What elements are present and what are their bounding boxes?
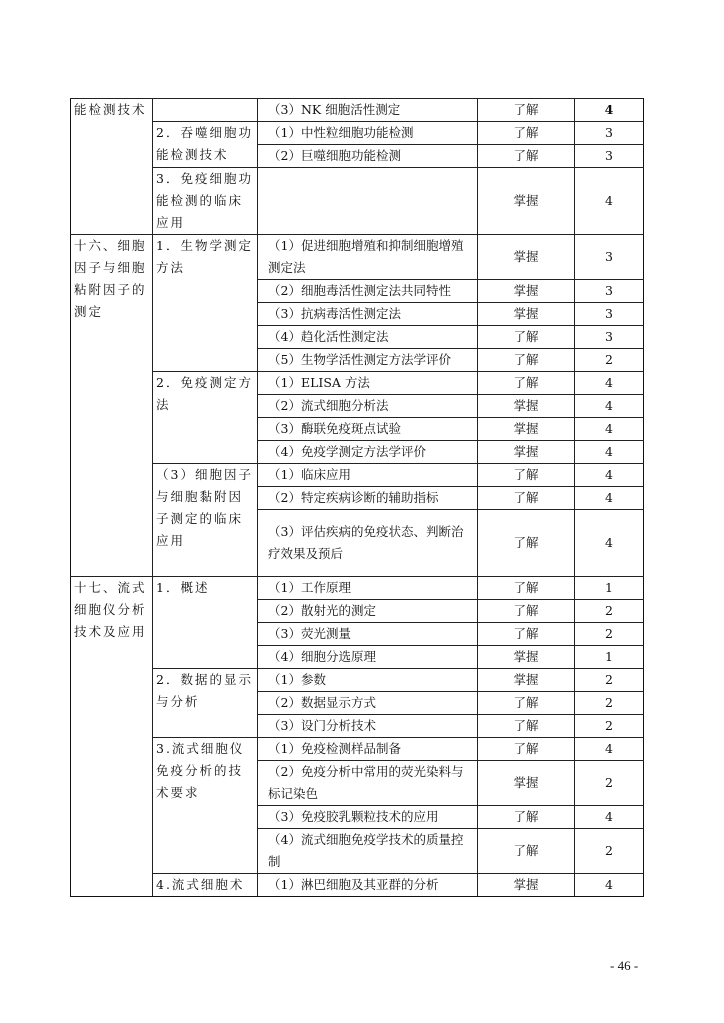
requirement-cell: 了解 [478,326,575,349]
hours-cell: 2 [575,349,644,372]
item-cell: （4）流式细胞免疫学技术的质量控制 [258,829,478,874]
hours-cell: 4 [575,372,644,395]
requirement-cell: 了解 [478,600,575,623]
hours-cell: 2 [575,623,644,646]
hours-cell: 4 [575,806,644,829]
hours-cell: 4 [575,738,644,761]
table-row [71,235,644,280]
requirement-cell: 掌握 [478,280,575,303]
hours-cell: 3 [575,280,644,303]
page-number: - 46 - [610,958,639,973]
item-cell: （3）免疫胶乳颗粒技术的应用 [258,806,478,829]
table-row [71,122,644,145]
item-cell: （4）免疫学测定方法学评价 [258,441,478,464]
hours-cell: 4 [575,395,644,418]
requirement-cell: 了解 [478,122,575,145]
hours-cell: 3 [575,122,644,145]
item-cell: （3）抗病毒活性测定法 [258,303,478,326]
requirement-cell: 了解 [478,372,575,395]
item-cell: （2）细胞毒活性测定法共同特性 [258,280,478,303]
hours-cell: 2 [575,692,644,715]
topic-cell: 4.流式细胞术 [153,874,258,897]
hours-cell: 1 [575,646,644,669]
requirement-cell: 了解 [478,806,575,829]
requirement-cell: 了解 [478,577,575,600]
topic-cell: 1．生物学测定方法 [153,235,258,372]
requirement-cell: 了解 [478,487,575,510]
item-cell: （1）免疫检测样品制备 [258,738,478,761]
hours-cell: 4 [575,418,644,441]
table-row [71,464,644,487]
requirement-cell: 掌握 [478,235,575,280]
topic-cell: 1．概述 [153,577,258,669]
item-cell: （3）评估疾病的免疫状态、判断治疗效果及预后 [258,510,478,577]
item-cell: （3）设门分析技术 [258,715,478,738]
requirement-cell: 了解 [478,510,575,577]
hours-cell: 4 [575,874,644,897]
hours-cell: 2 [575,829,644,874]
requirement-cell: 掌握 [478,418,575,441]
requirement-cell: 了解 [478,623,575,646]
hours-cell: 4 [575,487,644,510]
topic-cell: 3．免疫细胞功能检测的临床应用 [153,168,258,235]
syllabus-table [70,98,644,897]
item-cell: （3）酶联免疫斑点试验 [258,418,478,441]
requirement-cell: 掌握 [478,168,575,235]
hours-cell: 4 [575,168,644,235]
hours-cell: 2 [575,669,644,692]
section-cell: 能检测技术 [71,99,153,235]
topic-cell: （3）细胞因子与细胞黏附因子测定的临床应用 [153,464,258,577]
item-cell: （1）促进细胞增殖和抑制细胞增殖测定法 [258,235,478,280]
requirement-cell: 了解 [478,829,575,874]
requirement-cell: 掌握 [478,874,575,897]
hours-cell: 3 [575,145,644,168]
hours-cell: 2 [575,715,644,738]
table-row [71,669,644,692]
item-cell: （2）流式细胞分析法 [258,395,478,418]
section-cell: 十六、细胞因子与细胞粘附因子的测定 [71,235,153,577]
topic-cell: 2．数据的显示与分析 [153,669,258,738]
item-cell: （2）特定疾病诊断的辅助指标 [258,487,478,510]
item-cell [258,168,478,235]
item-cell: （4）趋化活性测定法 [258,326,478,349]
hours-cell: 3 [575,235,644,280]
hours-cell: 4 [575,99,644,122]
table-row [71,168,644,235]
requirement-cell: 了解 [478,349,575,372]
item-cell: （1）工作原理 [258,577,478,600]
requirement-cell: 了解 [478,145,575,168]
item-cell: （2）数据显示方式 [258,692,478,715]
requirement-cell: 掌握 [478,646,575,669]
requirement-cell: 了解 [478,738,575,761]
hours-cell: 1 [575,577,644,600]
requirement-cell: 掌握 [478,395,575,418]
item-cell: （3）荧光测量 [258,623,478,646]
item-cell: （4）细胞分选原理 [258,646,478,669]
topic-cell: 2．吞噬细胞功能检测技术 [153,122,258,168]
hours-cell: 2 [575,761,644,806]
item-cell: （1）淋巴细胞及其亚群的分析 [258,874,478,897]
item-cell: （1）参数 [258,669,478,692]
requirement-cell: 了解 [478,464,575,487]
item-cell: （1）临床应用 [258,464,478,487]
requirement-cell: 了解 [478,715,575,738]
hours-cell: 3 [575,303,644,326]
section-cell: 十七、流式细胞仪分析技术及应用 [71,577,153,897]
requirement-cell: 掌握 [478,441,575,464]
item-cell: （1）中性粒细胞功能检测 [258,122,478,145]
hours-cell: 4 [575,510,644,577]
hours-cell: 4 [575,464,644,487]
item-cell: （1）ELISA 方法 [258,372,478,395]
topic-cell [153,99,258,122]
table-row [71,874,644,897]
table-row [71,577,644,600]
table-row [71,99,644,122]
topic-cell: 2．免疫测定方法 [153,372,258,464]
table-row [71,372,644,395]
requirement-cell: 掌握 [478,761,575,806]
item-cell: （3）NK 细胞活性测定 [258,99,478,122]
item-cell: （2）巨噬细胞功能检测 [258,145,478,168]
item-cell: （5）生物学活性测定方法学评价 [258,349,478,372]
item-cell: （2）免疫分析中常用的荧光染料与标记染色 [258,761,478,806]
topic-cell: 3.流式细胞仪免疫分析的技术要求 [153,738,258,874]
requirement-cell: 了解 [478,99,575,122]
requirement-cell: 掌握 [478,303,575,326]
hours-cell: 3 [575,326,644,349]
requirement-cell: 了解 [478,692,575,715]
hours-cell: 4 [575,441,644,464]
hours-cell: 2 [575,600,644,623]
table-row [71,738,644,761]
requirement-cell: 掌握 [478,669,575,692]
item-cell: （2）散射光的测定 [258,600,478,623]
